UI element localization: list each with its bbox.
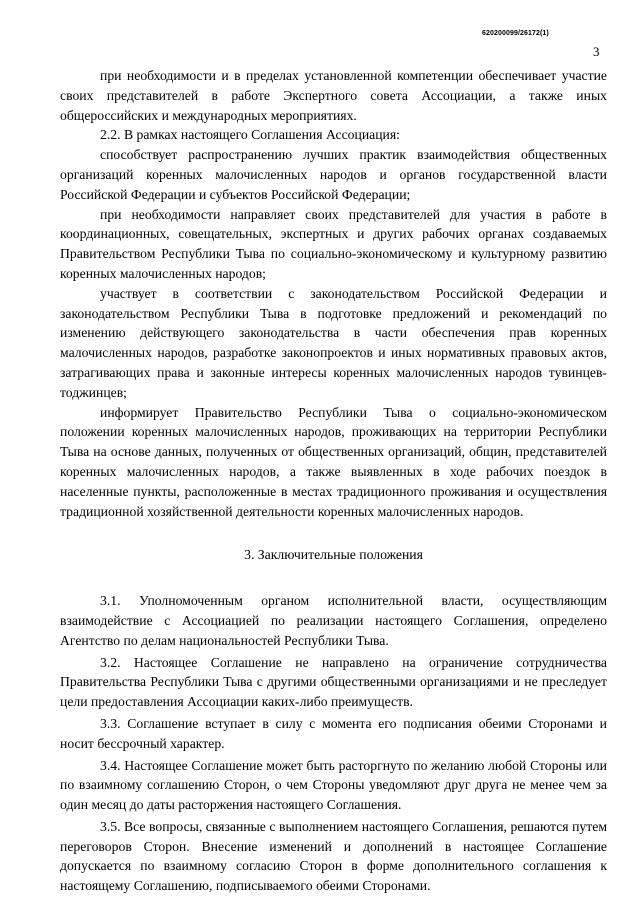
clause: 3.3. Соглашение вступает в силу с момента его подписания обеими Сторонами и носит бессрочный характер. (60, 715, 607, 751)
clause: 3.4. Настоящее Соглашение может быть расторгнуто по желанию любой Стороны или по взаимному соглашению Сторон, о чем Стороны уведомляют друг друга не менее чем за один месяц до даты расторжения настоящего Соглашения. (60, 757, 607, 813)
clause-2-2-intro: 2.2. В рамках настоящего Соглашения Ассоциация: (100, 127, 400, 143)
document-body (60, 66, 607, 896)
paragraph: способствует распространению лучших практик взаимодействия общественных организаций коренных малочисленных народов и органов государственной власти Российской Федерации и субъектов Российской Федерации; (60, 147, 607, 202)
clause: 3.1. Уполномоченным органом исполнительной власти, осуществляющим взаимодействие с Ассоциацией по реализации настоящего Соглашения, определено Агентство по делам национальностей Республики Тыва. (60, 593, 607, 648)
page-number: 3 (593, 44, 600, 59)
paragraph: участвует в соответствии с законодательством Российской Федерации и законодательством Республики Тыва в подготовке предложений и рекомендаций по изменению действующего законодательства в части обеспечения прав коренных малочисленных народов, разработке законопроектов и иных нормативных правовых актов, затрагивающих права и законные интересы коренных малочисленных народов тувинцев-тоджинцев; (60, 285, 607, 400)
clause: 3.2. Настоящее Соглашение не направлено на ограничение сотрудничества Правительства Республики Тыва с другими общественными организациями и не преследует цели предоставления Ассоциации каких-либо преимуществ. (60, 654, 607, 710)
paragraph: при необходимости и в пределах установленной компетенции обеспечивает участие своих представителей в работе Экспертного совета Ассоциации, а также иных общероссийских и международных мероприятиях. (60, 68, 607, 123)
paragraph: информирует Правительство Республики Тыва о социально-экономическом положении коренных малочисленных народов, проживающих на территории Республики Тыва на основе данных, полученных от общественных организаций, общин, представителей коренных малочисленных народов, а также выявленных в ходе рабочих поездок в населенные пункты, расположенные в местах традиционного проживания и осуществления традиционной хозяйственной деятельности коренных малочисленных народов. (60, 404, 607, 519)
paragraph: при необходимости направляет своих представителей для участия в работе в координационных, совещательных, экспертных и других рабочих органах создаваемых Правительством Республики Тыва по социально-экономическому и культурному развитию коренных малочисленных народов; (60, 206, 607, 281)
section-heading: 3. Заключительные положения (244, 547, 423, 563)
clause: 3.5. Все вопросы, связанные с выполнением настоящего Соглашения, решаются путем переговоров Сторон. Внесение изменений и дополнений в настоящее Соглашение допускается по взаимному согласию Сторон в форме дополнительного соглашения к настоящему Соглашению, подписываемого обеими Сторонами. (60, 818, 607, 894)
document-id: 620200099/26172(1) (482, 30, 549, 37)
